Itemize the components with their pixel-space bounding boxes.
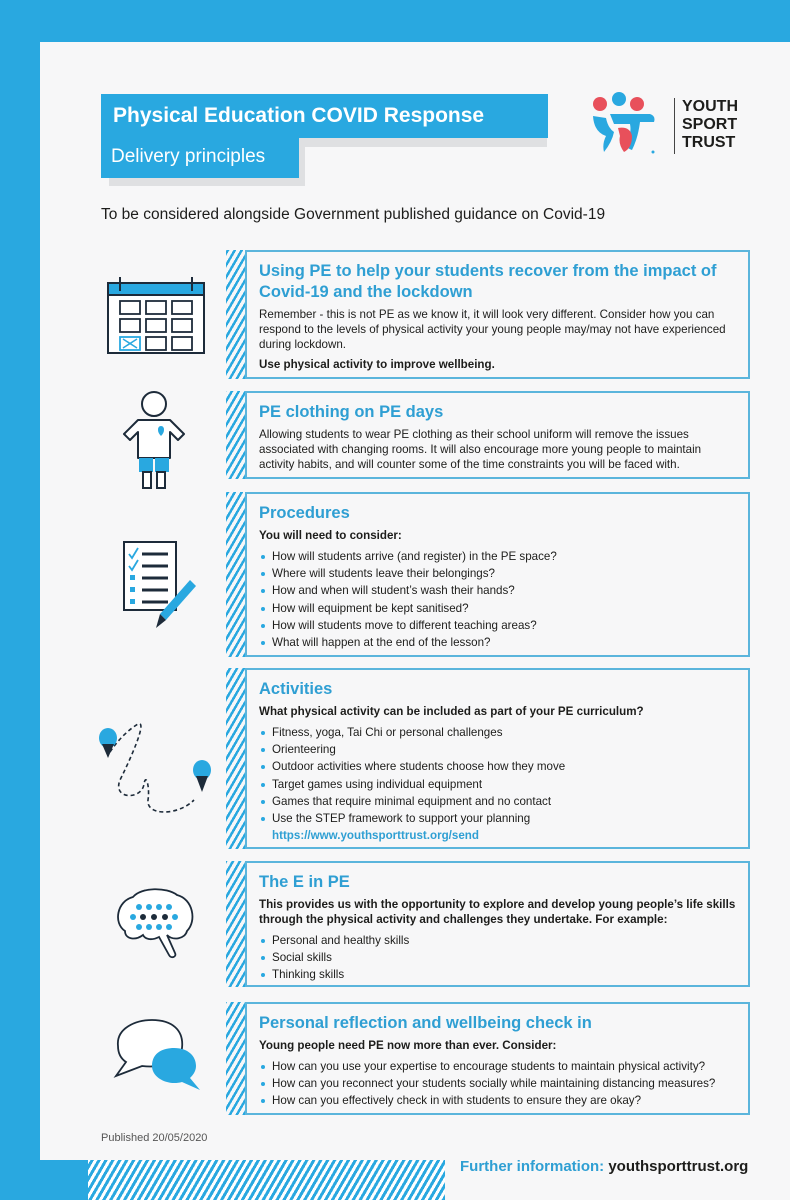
card-box: [245, 492, 750, 657]
left-blue-border: [0, 0, 40, 1200]
list-item: How will students arrive (and register) in the PE space?: [259, 548, 736, 565]
list-item: How can you use your expertise to encourage students to maintain physical activity?: [259, 1058, 736, 1075]
calendar-icon: [106, 277, 206, 357]
further-information-label: Further information:: [460, 1158, 605, 1175]
section-body: Allowing students to wear PE clothing as their school uniform will remove the issues associated with changing rooms. It will also encourage more young people to maintain activity habits, and will counter some of the time constraints you will be faced with.: [259, 428, 702, 471]
section-title: Activities: [259, 680, 333, 698]
list-item: Outdoor activities where students choose how they move: [259, 758, 736, 775]
list-item: How and when will student’s wash their hands?: [259, 582, 736, 599]
card-box: [245, 391, 750, 479]
list-item: Personal and healthy skills: [259, 932, 736, 949]
card-box: [245, 1002, 750, 1115]
list-item: How can you effectively check in with students to ensure they are okay?: [259, 1092, 736, 1109]
card-stripe-accent: [226, 668, 245, 849]
top-blue-border: [0, 0, 790, 42]
logo-wordmark: [682, 98, 738, 152]
section-lead: What physical activity can be included as part of your PE curriculum?: [259, 705, 644, 718]
list-item: Social skills: [259, 949, 736, 966]
section-emphasis: Use physical activity to improve wellbeing.: [259, 358, 495, 371]
intro-text: To be considered alongside Government published guidance on Covid-19: [101, 206, 606, 223]
bottom-stripe-band: [88, 1160, 445, 1200]
wellbeing-list: [259, 1058, 736, 1110]
section-title: Personal reflection and wellbeing check in: [259, 1014, 592, 1032]
section-lead: This provides us with the opportunity to explore and develop young people’s life skills through the physical activity and challenges they undertake. For example:: [259, 898, 736, 926]
list-item: Games that require minimal equipment and no contact: [259, 793, 736, 810]
section-card-e-in-pe: [226, 861, 750, 987]
activities-list: [259, 724, 736, 844]
list-item: How will equipment be kept sanitised?: [259, 600, 736, 617]
step-framework-text: Use the STEP framework to support your planning: [272, 812, 531, 826]
list-item-step: [259, 810, 736, 844]
section-title: Using PE to help your students recover from the impact of Covid-19 and the lockdown: [259, 262, 717, 301]
list-item: Fitness, yoga, Tai Chi or personal challenges: [259, 724, 736, 741]
list-item: How can you reconnect your students socially while maintaining distancing measures?: [259, 1075, 736, 1092]
logo-line-trust: TRUST: [682, 134, 736, 151]
speech-bubbles-icon: [112, 1018, 202, 1090]
page-subtitle: Delivery principles: [101, 138, 299, 178]
website-link[interactable]: youthsporttrust.org: [608, 1158, 749, 1175]
list-item: How will students move to different teaching areas?: [259, 617, 736, 634]
bottom-blue-block: [40, 1160, 88, 1200]
route-map-pins-icon: [98, 720, 216, 816]
card-box: [245, 250, 750, 379]
youth-sport-trust-logo: [590, 92, 760, 158]
section-title: The E in PE: [259, 873, 350, 891]
list-item: Target games using individual equipment: [259, 776, 736, 793]
list-item: Orienteering: [259, 741, 736, 758]
section-card-pe-clothing: [226, 391, 750, 479]
section-title: PE clothing on PE days: [259, 403, 444, 421]
card-stripe-accent: [226, 391, 245, 479]
procedures-list: [259, 548, 736, 651]
further-information: [460, 1158, 748, 1175]
step-framework-link[interactable]: https://www.youthsporttrust.org/send: [272, 829, 479, 843]
card-box: [245, 861, 750, 987]
card-stripe-accent: [226, 861, 245, 987]
card-stripe-accent: [226, 1002, 245, 1115]
brain-icon: [115, 887, 195, 963]
logo-line-sport: SPORT: [682, 116, 738, 133]
card-stripe-accent: [226, 492, 245, 657]
section-card-procedures: [226, 492, 750, 657]
logo-divider: [674, 98, 675, 154]
list-item: Where will students leave their belongings?: [259, 565, 736, 582]
list-item: Thinking skills: [259, 966, 736, 983]
page-title: Physical Education COVID Response: [101, 94, 548, 138]
logo-line-youth: YOUTH: [682, 98, 738, 115]
list-item: What will happen at the end of the lesson?: [259, 634, 736, 651]
section-lead: You will need to consider:: [259, 529, 402, 542]
published-date: Published 20/05/2020: [101, 1132, 208, 1144]
section-card-wellbeing: [226, 1002, 750, 1115]
card-box: [245, 668, 750, 849]
section-card-recovery: [226, 250, 750, 379]
section-lead: Young people need PE now more than ever. Consider:: [259, 1039, 557, 1052]
person-in-pe-kit-icon: [118, 390, 190, 490]
section-card-activities: [226, 668, 750, 849]
section-body: Remember - this is not PE as we know it, it will look very different. Consider how you can respond to the levels of physical activity your young people may/may not have experienced during lockdown.: [259, 308, 726, 351]
skills-list: [259, 932, 736, 984]
youth-sport-trust-figures-logo-icon: [590, 92, 670, 158]
card-stripe-accent: [226, 250, 245, 379]
section-title: Procedures: [259, 504, 350, 522]
checklist-pencil-icon: [122, 540, 200, 630]
